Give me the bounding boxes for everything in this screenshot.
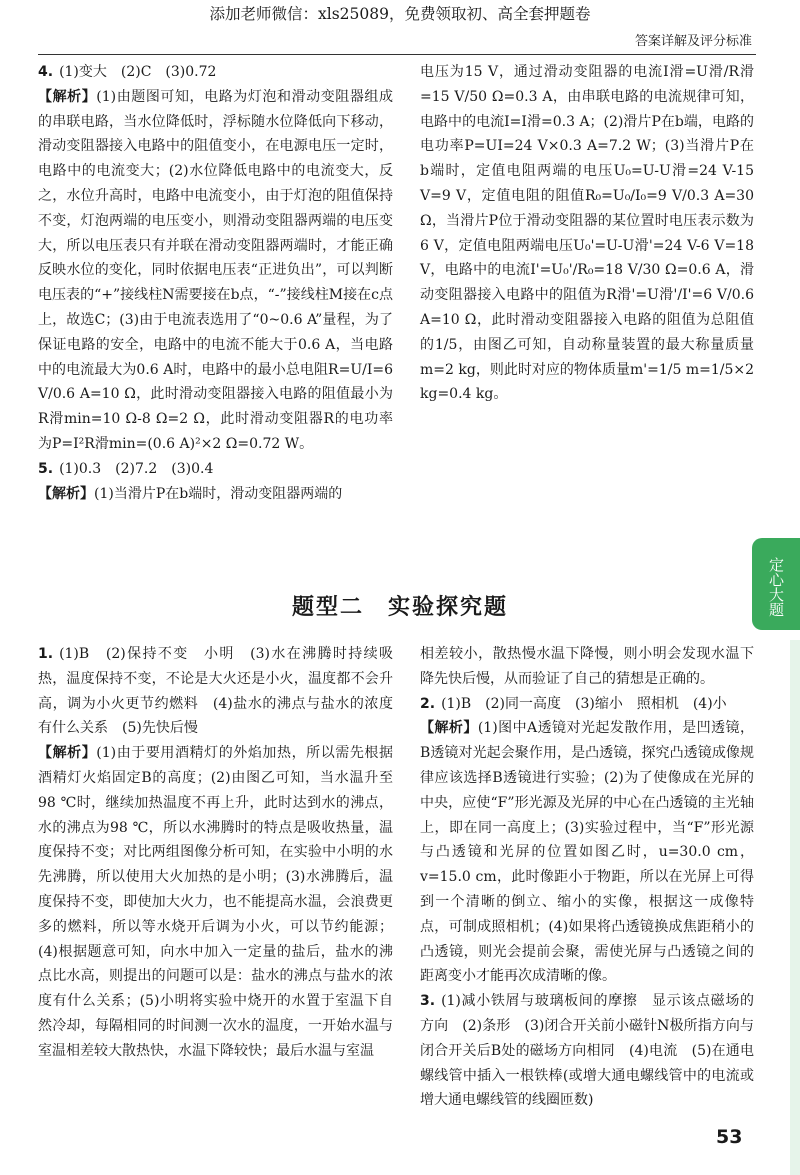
explanation-paragraph — [38, 741, 393, 1063]
paragraph-text: (1)0.3 (2)7.2 (3)0.4 — [59, 460, 214, 477]
explanation-paragraph — [420, 716, 754, 989]
left-column-bottom — [38, 642, 393, 1064]
question-number: 5. — [38, 460, 54, 477]
paragraph-text: (1)B (2)保持不变 小明 (3)水在沸腾时持续吸热，温度保持不变，不论是大火还是小火，温度都不会升高，调为小火更节约燃料 (4)盐水的沸点与盐水的浓度有什么关系 (5)先快后慢 — [38, 646, 393, 737]
paragraph-text: (1)变大 (2)C (3)0.72 — [59, 64, 217, 80]
question-number: 1. — [38, 646, 54, 662]
explanation-tag: 【解析】 — [420, 720, 478, 737]
question-number: 4. — [38, 64, 54, 80]
text-paragraph — [420, 60, 754, 407]
explanation-tag: 【解析】 — [38, 485, 94, 502]
explanation-paragraph — [38, 85, 393, 457]
paragraph-text: (1)当滑片P在b端时，滑动变阻器两端的 — [94, 485, 343, 502]
text-paragraph — [420, 642, 754, 692]
paragraph-text: (1)减小铁屑与玻璃板间的摩擦 显示该点磁场的方向 (2)条形 (3)闭合开关前小磁针N极所指方向与闭合开关后B处的磁场方向相同 (4)电流 (5)在通电螺线管中插入一根铁棒(或增大通电螺线管中的电流或增大通电螺线管的线圈匝数) — [420, 993, 754, 1109]
paragraph-text: (1)由于要用酒精灯的外焰加热，所以需先根据酒精灯火焰固定B的高度；(2)由图乙可知，当水温升至98 ℃时，继续加热温度不再上升，此时达到水的沸点，水的沸点为98 ℃，所以水沸腾时的特点是吸收热量，温度保持不变；对比两组图像分析可知，在实验中小明的水先沸腾，所以使用大火加热的是小明；(3)水沸腾后，温度保持不变，即使加大火力，也不能提高水温，会浪费更多的燃料，所以等水烧开后调为小火，可以节约能源；(4)根据题意可知，向水中加入一定量的盐后，盐水的沸点比水高，则提出的问题可以是：盐水的沸点与盐水的浓度有什么关系；(5)小明将实验中烧开的水置于室温下自然冷却，每隔相同的时间测一次水的温度，一开始水温与室温相差较大散热快，水温下降较快；最后水温与室温 — [38, 745, 393, 1059]
right-column-top — [420, 60, 754, 407]
answer-line — [38, 642, 393, 741]
answer-line — [420, 989, 754, 1113]
side-stripe — [790, 640, 800, 1175]
paragraph-text: 电压为15 V，通过滑动变阻器的电流I滑=U滑/R滑=15 V/50 Ω=0.3 A，由串联电路的电流规律可知，电路中的电流I=I滑=0.3 A；(2)滑片P在b端，电路的电功率P=UI=24 V×0.3 A=7.2 W；(3)当滑片P在b端时，定值电阻两端的电压U₀=U-U滑=24 V-15 V=9 V，定值电阻的阻值R₀=U₀/I₀=9 V/0.3 A=30 Ω，当滑片P位于滑动变阻器的某位置时电压表示数为6 V，定值电阻两端电压U₀'=U-U滑'=24 V-6 V=18 V，电路中的电流I'=U₀'/R₀=18 V/30 Ω=0.6 A，滑动变阻器接入电路中的阻值为R滑'=U滑'/I'=6 V/0.6 A=10 Ω，此时滑动变阻器接入电路的阻值为总阻值的1/5，由图乙可知，自动称量装置的最大称量质量m=2 kg，则此时对应的物体质量m'=1/5 m=1/5×2 kg=0.4 kg。 — [420, 64, 754, 403]
question-number: 2. — [420, 695, 436, 712]
explanation-tag: 【解析】 — [38, 745, 97, 762]
explanation-tag: 【解析】 — [38, 88, 97, 105]
right-column-bottom — [420, 642, 754, 1113]
answer-line — [38, 457, 393, 482]
page-number: 53 — [716, 1126, 743, 1148]
header-divider — [38, 54, 756, 55]
explanation-paragraph — [38, 482, 393, 507]
left-column-top — [38, 60, 393, 506]
answer-line — [420, 692, 754, 717]
section-heading: 题型二 实验探究题 — [291, 595, 508, 620]
answer-line — [38, 60, 393, 85]
side-tab: 定心大题 — [752, 538, 800, 630]
paragraph-text: 相差较小，散热慢水温下降慢，则小明会发现水温下降先快后慢，从而验证了自己的猜想是正确的。 — [420, 646, 754, 687]
section-label: 答案详解及评分标准 — [634, 34, 752, 49]
promo-banner: 添加老师微信：xls25089，免费领取初、高全套押题卷 — [209, 5, 591, 23]
paragraph-text: (1)B (2)同一高度 (3)缩小 照相机 (4)小 — [441, 695, 727, 712]
paragraph-text: (1)图中A透镜对光起发散作用，是凹透镜，B透镜对光起会聚作用，是凸透镜，探究凸透镜成像规律应该选择B透镜进行实验；(2)为了使像成在光屏的中央，应使“F”形光源及光屏的中心在凸透镜的主光轴上，即在同一高度上；(3)实验过程中，当“F”形光源与凸透镜和光屏的位置如图乙时，u=30.0 cm，v=15.0 cm，此时像距小于物距，所以在光屏上可得到一个清晰的倒立、缩小的实像，根据这一成像特点，可制成照相机；(4)如果将凸透镜换成焦距稍小的凸透镜，则光会提前会聚，需使光屏与凸透镜之间的距离变小才能再次成清晰的像。 — [420, 720, 754, 985]
question-number: 3. — [420, 993, 436, 1010]
paragraph-text: (1)由题图可知，电路为灯泡和滑动变阻器组成的串联电路，当水位降低时，浮标随水位降低向下移动，滑动变阻器接入电路中的阻值变小，在电源电压一定时，电路中的电流变大；(2)水位降低电路中的电流变大，反之，水位升高时，电路中电流变小，由于灯泡的阻值保持不变，灯泡两端的电压变小，则滑动变阻器两端的电压变大，所以电压表只有并联在滑动变阻器两端时，才能正确反映水位的变化，同时依据电压表“正进负出”，可以判断电压表的“+”接线柱N需要接在b点，“-”接线柱M接在c点上，故选C；(3)由于电流表选用了“0~0.6 A”量程，为了保证电路的安全，电路中的电流不能大于0.6 A，当电路中的电流最大为0.6 A时，电路中的最小总电阻R=U/I=6 V/0.6 A=10 Ω，此时滑动变阻器接入电路的阻值最小为R滑min=10 Ω-8 Ω=2 Ω，此时滑动变阻器R的电功率为P=I²R滑min=(0.6 A)²×2 Ω=0.72 W。 — [38, 88, 393, 452]
